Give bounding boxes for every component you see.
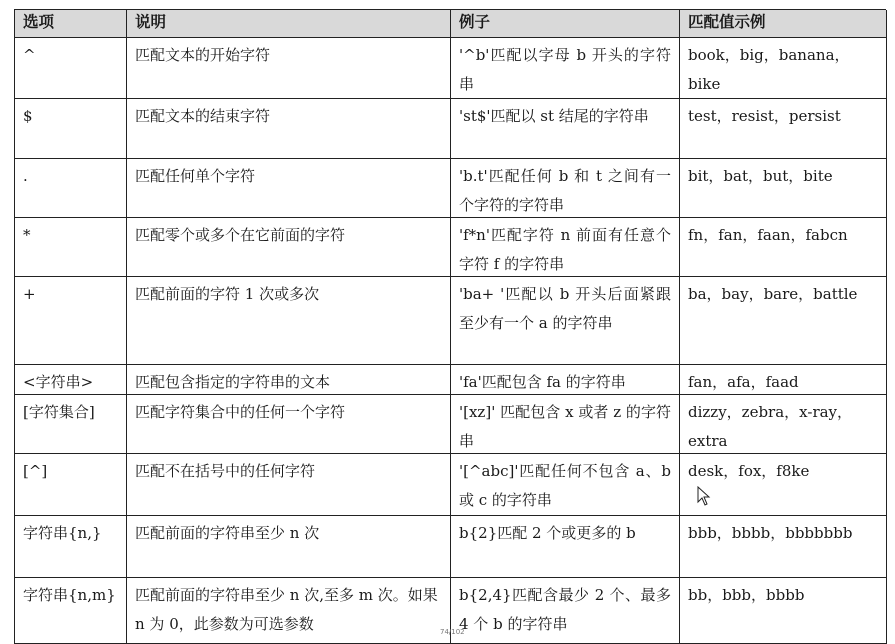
row-9-example: b{2}匹配 2 个或更多的 b — [451, 516, 680, 578]
row-6-description: 匹配包含指定的字符串的文本 — [127, 365, 451, 395]
row-3-option: . — [15, 159, 127, 218]
header-description: 说明 — [127, 10, 451, 38]
row-2-description: 匹配文本的结束字符 — [127, 99, 451, 159]
row-8-matches: desk，fox，f8ke — [680, 454, 887, 516]
row-7-option: [字符集合] — [15, 395, 127, 454]
row-4-example: 'f*n'匹配字符 n 前面有任意个字符 f 的字符串 — [451, 218, 680, 277]
row-9-description: 匹配前面的字符串至少 n 次 — [127, 516, 451, 578]
row-7-matches: dizzy，zebra，x-ray，extra — [680, 395, 887, 454]
regex-options-table — [14, 9, 886, 644]
row-10-description: 匹配前面的字符串至少 n 次,至多 m 次。如果 n 为 0，此参数为可选参数 — [127, 578, 451, 644]
row-4-option: * — [15, 218, 127, 277]
header-match-examples: 匹配值示例 — [680, 10, 887, 38]
row-2-option: $ — [15, 99, 127, 159]
row-8-example: '[^abc]'匹配任何不包含 a、b 或 c 的字符串 — [451, 454, 680, 516]
row-1-matches: book，big，banana，bike — [680, 38, 887, 99]
row-1-example: '^b'匹配以字母 b 开头的字符串 — [451, 38, 680, 99]
row-4-matches: fn，fan，faan，fabcn — [680, 218, 887, 277]
row-1-description: 匹配文本的开始字符 — [127, 38, 451, 99]
header-example: 例子 — [451, 10, 680, 38]
row-2-example: 'st$'匹配以 st 结尾的字符串 — [451, 99, 680, 159]
row-7-example: '[xz]' 匹配包含 x 或者 z 的字符串 — [451, 395, 680, 454]
row-5-matches: ba，bay，bare，battle — [680, 277, 887, 365]
row-6-matches: fan，afa，faad — [680, 365, 887, 395]
row-3-description: 匹配任何单个字符 — [127, 159, 451, 218]
row-1-option: ^ — [15, 38, 127, 99]
mouse-pointer-icon — [697, 486, 711, 506]
row-7-description: 匹配字符集合中的任何一个字符 — [127, 395, 451, 454]
page-number: 74/102 — [440, 628, 465, 636]
row-10-example: b{2,4}匹配含最少 2 个、最多 4 个 b 的字符串 — [451, 578, 680, 644]
row-9-matches: bbb，bbbb，bbbbbbb — [680, 516, 887, 578]
row-5-option: + — [15, 277, 127, 365]
row-8-description: 匹配不在括号中的任何字符 — [127, 454, 451, 516]
row-6-option: <字符串> — [15, 365, 127, 395]
row-3-example: 'b.t'匹配任何 b 和 t 之间有一个字符的字符串 — [451, 159, 680, 218]
row-2-matches: test，resist，persist — [680, 99, 887, 159]
row-4-description: 匹配零个或多个在它前面的字符 — [127, 218, 451, 277]
row-10-option: 字符串{n,m} — [15, 578, 127, 644]
row-8-option: [^] — [15, 454, 127, 516]
header-option: 选项 — [15, 10, 127, 38]
row-9-option: 字符串{n,} — [15, 516, 127, 578]
row-10-matches: bb，bbb，bbbb — [680, 578, 887, 644]
row-5-description: 匹配前面的字符 1 次或多次 — [127, 277, 451, 365]
row-6-example: 'fa'匹配包含 fa 的字符串 — [451, 365, 680, 395]
row-5-example: 'ba+ '匹配以 b 开头后面紧跟至少有一个 a 的字符串 — [451, 277, 680, 365]
row-3-matches: bit，bat，but，bite — [680, 159, 887, 218]
